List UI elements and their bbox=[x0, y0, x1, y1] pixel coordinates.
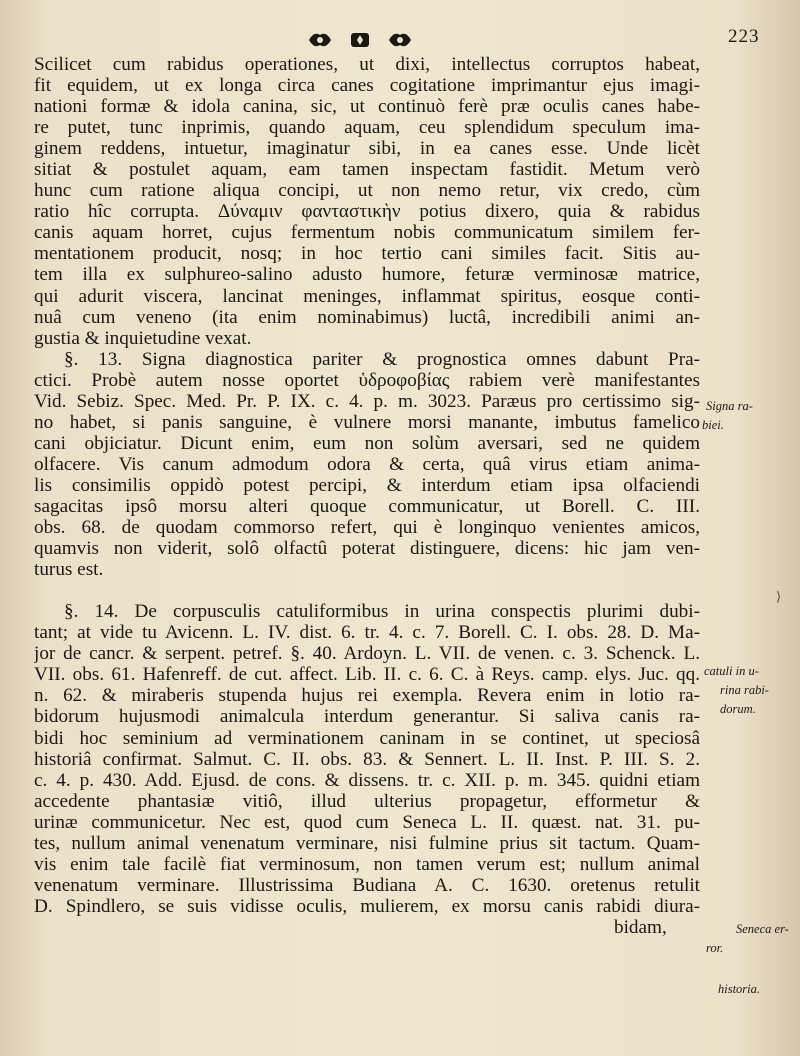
margin-note: ror. bbox=[706, 941, 724, 955]
text-line: n. 62. & miraberis stupenda hujus rei exempla. Revera enim in lotio ra- bbox=[34, 685, 700, 707]
text-line: fit equidem, ut ex longa circa canes cogitatione imprimantur ejus imagi- bbox=[34, 75, 700, 97]
text-line: gustia & inquietudine vexat. bbox=[34, 327, 252, 349]
text-line: turus est. bbox=[34, 559, 104, 581]
text-line: venenatum verminare. Illustrissima Budiana A. C. 1630. oretenus retulit bbox=[34, 874, 700, 896]
margin-note: rina rabi- bbox=[720, 683, 769, 697]
text-line: nuâ cum veneno (ita enim nominabimus) luctâ, incredibili animi an- bbox=[34, 306, 700, 328]
fleuron-center-icon bbox=[347, 29, 373, 51]
text-line: D. Spindlero, se suis vidisse oculis, mulierem, ex morsu canis rabidi diura- bbox=[34, 895, 700, 917]
text-line: sitiat & postulet aquam, eam tamen inspectam fastidit. Metum verò bbox=[34, 159, 700, 181]
margin-note: dorum. bbox=[720, 702, 756, 716]
fleuron-right-icon bbox=[387, 29, 413, 51]
paragraph-gap bbox=[34, 580, 700, 601]
text-line: Vid. Sebiz. Spec. Med. Pr. P. IX. c. 4. p. m. 3023. Paræus pro certissimo sig- bbox=[34, 390, 700, 412]
text-line: accedente phantasiæ vitiô, illud ulterius propagetur, efformetur & bbox=[34, 790, 700, 812]
text-line: vis enim tale facilè fiat verminosum, non tamen verum est; nullum animal bbox=[34, 853, 700, 875]
text-line: obs. 68. de quodam commorso refert, qui è longinquo venientes amicos, bbox=[34, 517, 700, 539]
margin-note: Signa ra- bbox=[706, 399, 753, 413]
text-line: historiâ confirmat. Salmut. C. II. obs. 83. & Sennert. L. II. Inst. P. III. S. 2. bbox=[34, 748, 700, 770]
text-line: hunc cum ratione aliqua concipi, ut non nemo retur, vix credo, cùm bbox=[34, 180, 700, 202]
text-line: bidorum hujusmodi animalcula interdum generantur. Si saliva canis ra- bbox=[34, 706, 700, 728]
text-line: tant; at vide tu Avicenn. L. IV. dist. 6. tr. 4. c. 7. Borell. C. I. obs. 28. D. Ma- bbox=[34, 622, 700, 644]
text-line: ctici. Probè autem nosse oportet ὑδροφοβίας rabiem verè manifestantes bbox=[34, 369, 700, 391]
text-line: c. 4. p. 430. Add. Ejusd. de cons. & dissens. tr. c. XII. p. m. 345. quidni etiam bbox=[34, 769, 700, 791]
text-line: cani objiciatur. Dicunt enim, eum non solùm aversari, sed ne quidem bbox=[34, 432, 700, 454]
margin-note: historia. bbox=[718, 982, 761, 996]
text-line: ginem reddens, intuetur, imaginatur sibi, in ea canes esse. Unde licèt bbox=[34, 138, 700, 160]
body-text bbox=[34, 54, 700, 938]
text-line: tes, nullum animal venenatum verminare, nisi fulmine prius sit tactum. Quam- bbox=[34, 832, 700, 854]
margin-note: biei. bbox=[702, 418, 724, 432]
text-line: quamvis non viderit, solô olfactû poterat distinguere, dicens: hic jam ven- bbox=[34, 538, 700, 560]
text-line: no habet, si panis sanguine, è vulnere morsi manante, imbutus famelico bbox=[34, 411, 700, 433]
header-ornament bbox=[290, 26, 430, 54]
text-line: tem illa ex sulphureo-salino adusto humore, feturæ verminosæ matrice, bbox=[34, 264, 700, 286]
text-line: §. 13. Signa diagnostica pariter & prognostica omnes dabunt Pra- bbox=[64, 348, 700, 370]
text-line: olfacere. Vis canum admodum odora & certa, quâ virus etiam anima- bbox=[34, 453, 700, 475]
text-line: urinæ communicetur. Nec est, quod cum Seneca L. II. quæst. nat. 31. pu- bbox=[34, 811, 700, 833]
text-line: lis consimilis oppidò potest percipi, & interdum etiam ipsa olfaciendi bbox=[34, 474, 700, 496]
text-line: VII. obs. 61. Hafenreff. de cut. affect. Lib. II. c. 6. C. à Reys. camp. elys. Juc. qq. bbox=[34, 664, 700, 686]
text-line: bidi hoc seminium ad verminationem caninam in se continet, ut speciosâ bbox=[34, 727, 700, 749]
text-line: jor de cancr. & serpent. petref. §. 40. Ardoyn. L. VII. de venen. c. 3. Schenck. L. bbox=[34, 643, 700, 665]
fleuron-left-icon bbox=[307, 29, 333, 51]
text-line: bidam, bbox=[614, 916, 667, 938]
bracket-mark: ⟩ bbox=[776, 590, 782, 605]
margin-note: catuli in u- bbox=[704, 664, 759, 678]
text-line: Scilicet cum rabidus operationes, ut dixi, intellectus corruptos habeat, bbox=[34, 54, 700, 75]
page-number: 223 bbox=[728, 26, 760, 47]
text-line: qui adurit viscera, lancinat meninges, inflammat spiritus, eosque conti- bbox=[34, 285, 700, 307]
text-line: mentationem producit, nosq; in hoc tertio cani similes facit. Sitis au- bbox=[34, 243, 700, 265]
text-line: re putet, tunc inprimis, quando aquam, ceu splendidum speculum ima- bbox=[34, 117, 700, 139]
text-line: §. 14. De corpusculis catuliformibus in urina conspectis plurimi dubi- bbox=[64, 601, 700, 623]
text-line: nationi formæ & idola canina, sic, ut continuò ferè præ oculis canes habe- bbox=[34, 96, 700, 118]
margin-note: Seneca er- bbox=[736, 922, 789, 936]
text-line: canis aquam horret, cujus fermentum nobis communicatum similem fer- bbox=[34, 222, 700, 244]
text-line: sagacitas ipsô morsu alteri quoque communicatur, ut Borell. C. III. bbox=[34, 495, 700, 517]
text-line: ratio hîc corrupta. Δύναμιν φανταστικὴν potius dixero, quia & rabidus bbox=[34, 201, 700, 223]
